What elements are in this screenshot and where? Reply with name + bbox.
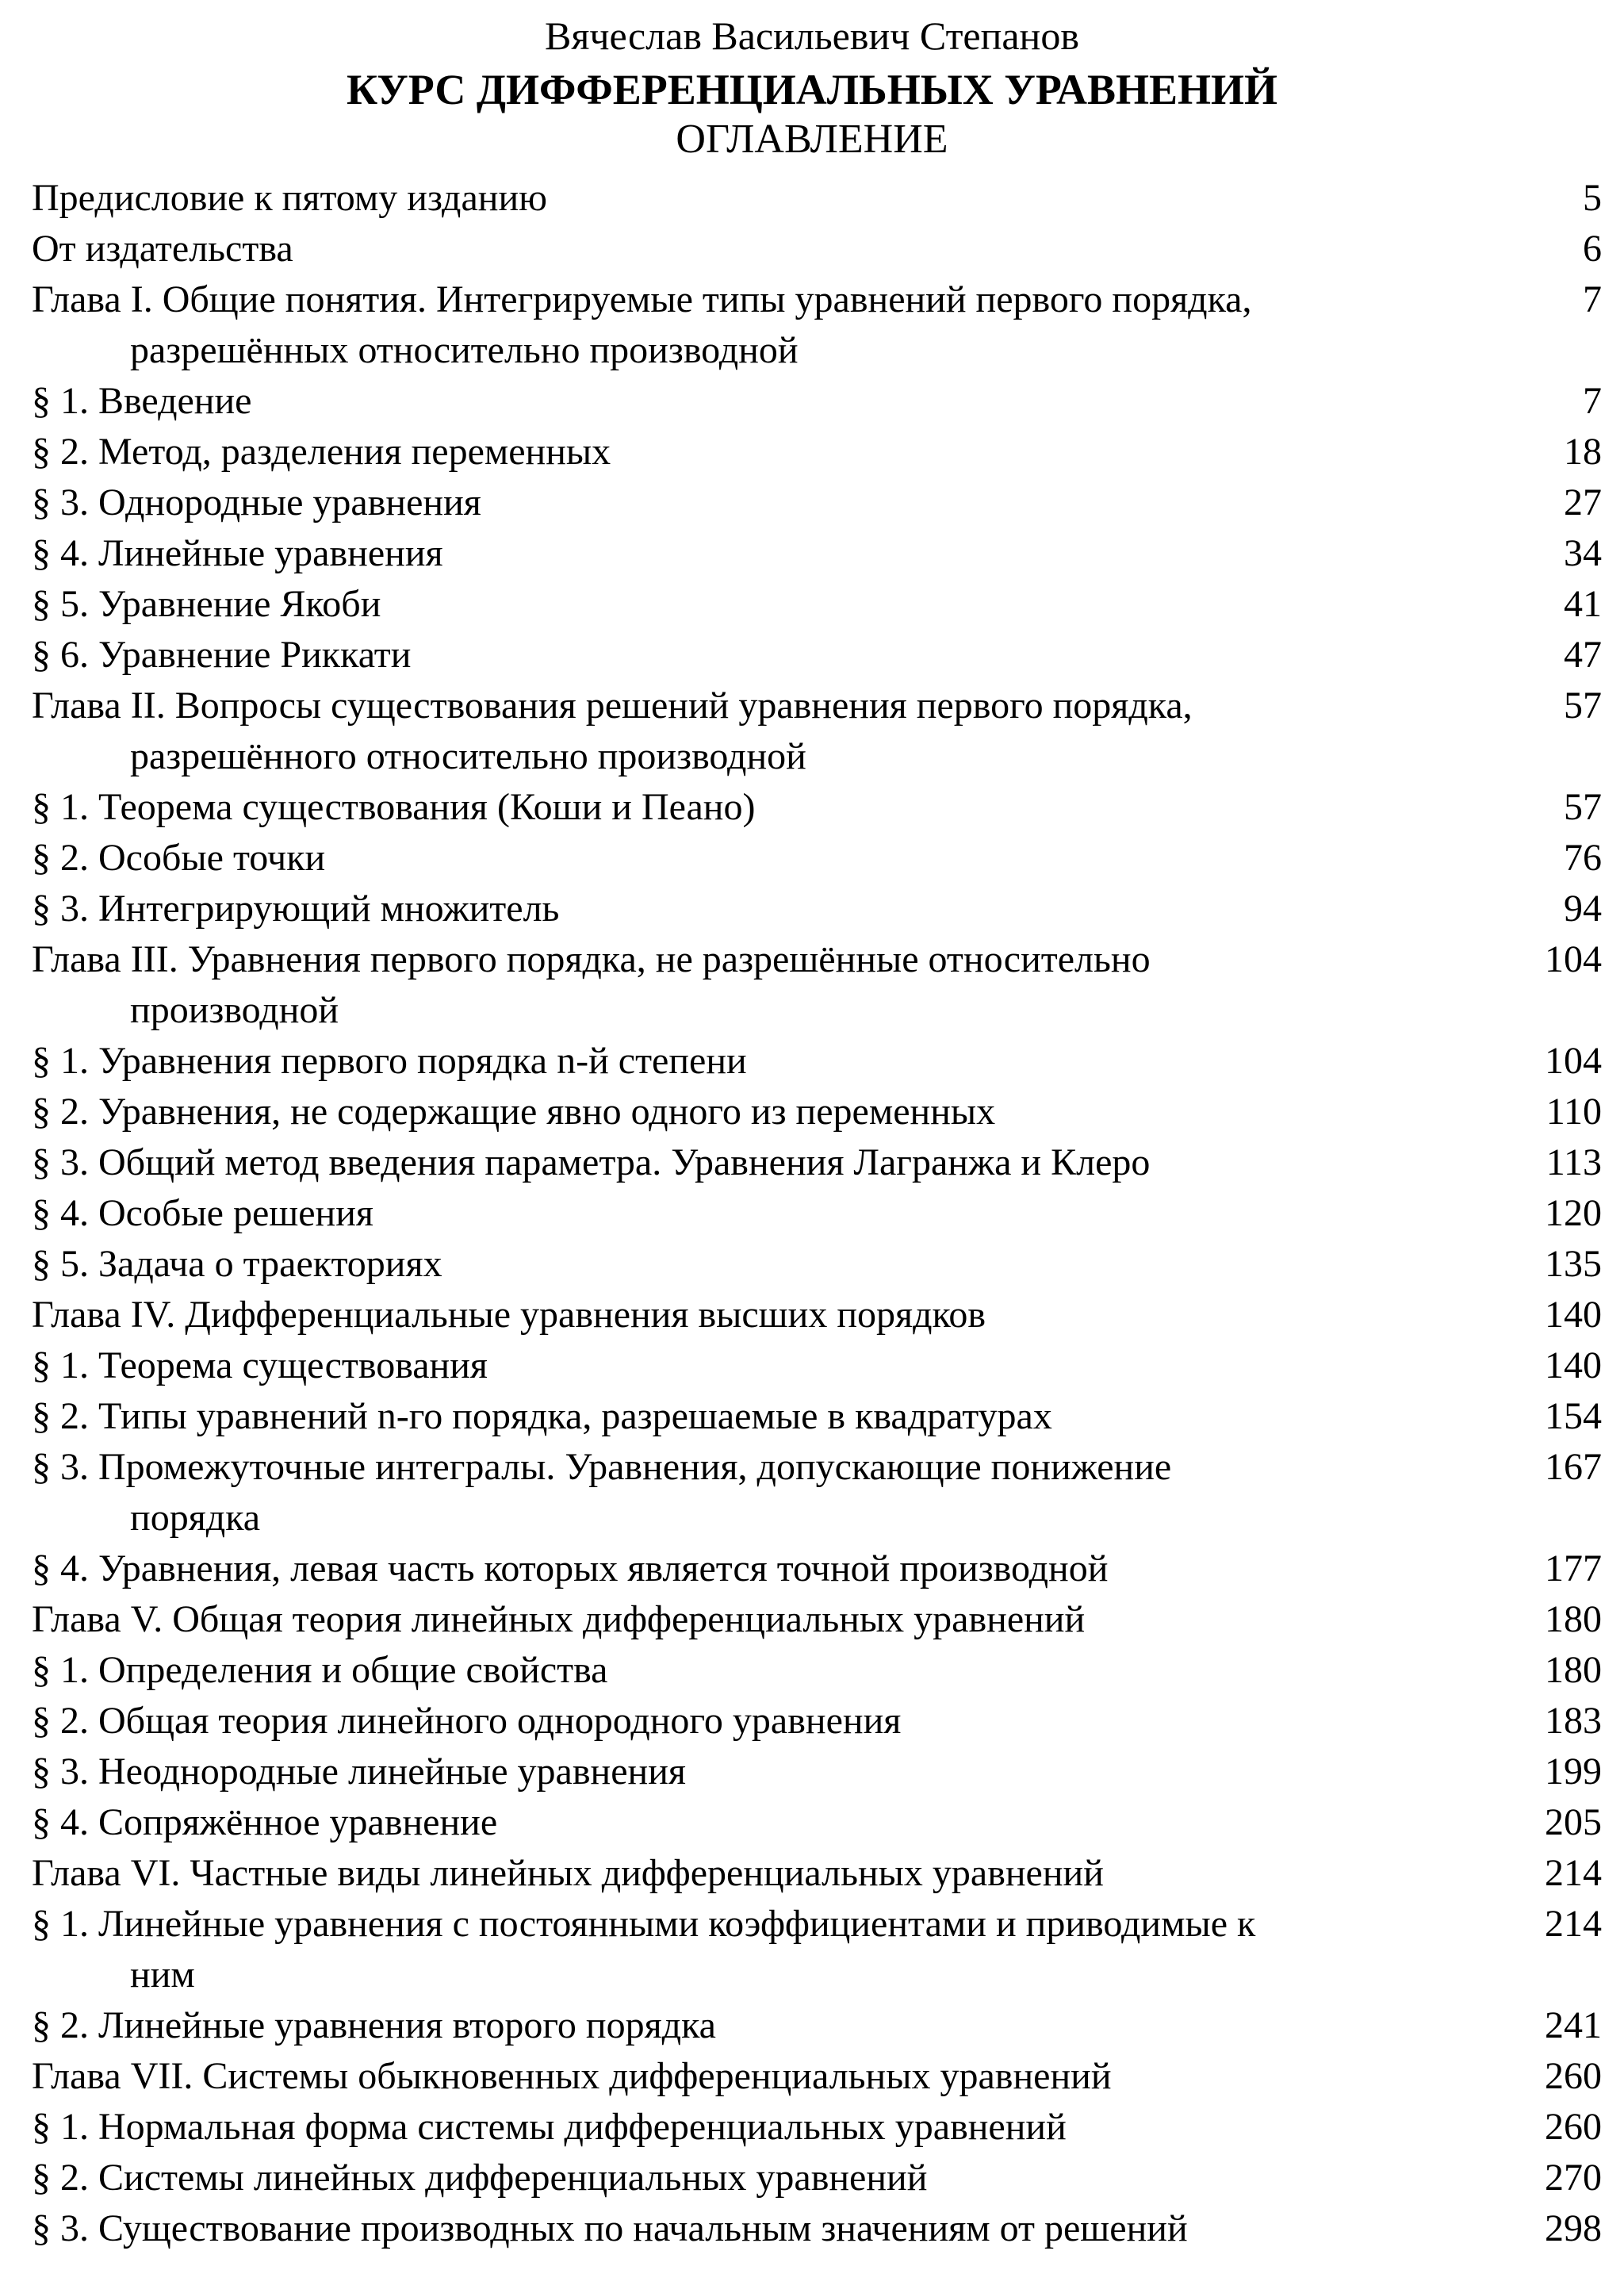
toc-entry-page: 241 <box>1545 2004 1602 2046</box>
toc-entry <box>32 173 1602 224</box>
toc-entry-title: § 2. Уравнения, не содержащие явно одного из переменных <box>32 1091 996 1133</box>
toc-entry <box>32 1188 1602 1239</box>
toc-entry-page: 180 <box>1545 1649 1602 1691</box>
toc-entry-title: § 4. Особые решения <box>32 1192 373 1234</box>
toc-entry-title: § 3. Промежуточные интегралы. Уравнения, допускающие понижение <box>32 1446 1172 1488</box>
toc-entry <box>32 1848 1602 1899</box>
toc-entry <box>32 782 1602 833</box>
toc-entry <box>32 224 1602 274</box>
table-of-contents <box>32 173 1602 2254</box>
toc-entry <box>32 833 1602 884</box>
toc-entry-page: 18 <box>1564 431 1602 473</box>
toc-entry-page: 5 <box>1583 177 1602 219</box>
toc-entry-page: 140 <box>1545 1344 1602 1386</box>
author-name: Вячеслав Васильевич Степанов <box>545 13 1079 58</box>
toc-entry-title: § 3. Общий метод введения параметра. Уравнения Лагранжа и Клеро <box>32 1141 1151 1183</box>
toc-entry-page: 104 <box>1545 938 1602 980</box>
toc-entry-title-continuation: ним <box>130 1954 195 1996</box>
toc-entry <box>32 1797 1602 1848</box>
toc-entry <box>32 681 1602 782</box>
toc-entry <box>32 1747 1602 1797</box>
toc-entry-title: Глава III. Уравнения первого порядка, не разрешённые относительно <box>32 938 1151 980</box>
toc-entry-title: § 1. Теорема существования (Коши и Пеано) <box>32 786 756 828</box>
toc-entry-page: 180 <box>1545 1598 1602 1640</box>
toc-entry-page: 7 <box>1583 278 1602 320</box>
toc-entry <box>32 1290 1602 1340</box>
toc-entry-page: 57 <box>1564 684 1602 727</box>
toc-entry <box>32 1036 1602 1087</box>
toc-entry <box>32 2000 1602 2051</box>
toc-entry <box>32 1239 1602 1290</box>
toc-entry-title: § 2. Системы линейных дифференциальных уравнений <box>32 2157 928 2199</box>
toc-entry-title: § 3. Существование производных по начальным значениям от решений <box>32 2207 1188 2249</box>
toc-entry-page: 113 <box>1545 1141 1602 1183</box>
toc-entry-title-continuation: производной <box>130 989 339 1031</box>
toc-entry-title: § 1. Линейные уравнения с постоянными коэффициентами и приводимые к <box>32 1903 1256 1945</box>
toc-entry-page: 214 <box>1545 1903 1602 1945</box>
toc-entry-title: § 2. Метод, разделения переменных <box>32 431 611 473</box>
toc-entry <box>32 1645 1602 1696</box>
toc-entry <box>32 2203 1602 2254</box>
toc-entry-title: § 1. Введение <box>32 380 252 422</box>
toc-entry-title: § 2. Общая теория линейного однородного уравнения <box>32 1700 902 1742</box>
toc-entry-page: 41 <box>1564 583 1602 625</box>
toc-entry-page: 199 <box>1545 1750 1602 1793</box>
toc-entry <box>32 2051 1602 2102</box>
toc-entry-title: Глава V. Общая теория линейных дифференциальных уравнений <box>32 1598 1086 1640</box>
toc-entry-page: 135 <box>1545 1243 1602 1285</box>
toc-entry <box>32 1340 1602 1391</box>
toc-entry-title: § 1. Определения и общие свойства <box>32 1649 608 1691</box>
toc-entry-page: 27 <box>1564 481 1602 523</box>
toc-entry <box>32 427 1602 477</box>
toc-entry-page: 214 <box>1545 1852 1602 1894</box>
toc-entry-page: 34 <box>1564 532 1602 574</box>
toc-entry-title: Глава VII. Системы обыкновенных дифференциальных уравнений <box>32 2055 1112 2097</box>
toc-entry-title: § 5. Задача о траекториях <box>32 1243 442 1285</box>
toc-entry <box>32 1594 1602 1645</box>
toc-entry-title: § 6. Уравнение Риккати <box>32 634 412 676</box>
toc-entry <box>32 1899 1602 2000</box>
toc-entry-page: 298 <box>1545 2207 1602 2249</box>
toc-entry <box>32 1543 1602 1594</box>
toc-entry <box>32 2102 1602 2153</box>
toc-entry <box>32 528 1602 579</box>
toc-entry <box>32 884 1602 934</box>
toc-entry-title: § 3. Интегрирующий множитель <box>32 888 560 930</box>
toc-entry-page: 6 <box>1583 228 1602 270</box>
toc-entry-title: § 4. Уравнения, левая часть которых является точной производной <box>32 1547 1109 1589</box>
toc-entry-title: § 1. Нормальная форма системы дифференциальных уравнений <box>32 2106 1067 2148</box>
toc-entry-title: § 1. Теорема существования <box>32 1344 488 1386</box>
toc-entry-page: 270 <box>1545 2157 1602 2199</box>
toc-entry-page: 94 <box>1564 888 1602 930</box>
toc-entry <box>32 274 1602 376</box>
toc-entry-page: 167 <box>1545 1446 1602 1488</box>
book-title: КУРС ДИФФЕРЕНЦИАЛЬНЫХ УРАВНЕНИЙ <box>347 66 1277 113</box>
toc-entry-page: 154 <box>1545 1395 1602 1437</box>
toc-entry-page: 260 <box>1545 2055 1602 2097</box>
toc-entry-page: 140 <box>1545 1294 1602 1336</box>
toc-entry-title-continuation: порядка <box>130 1497 261 1539</box>
toc-entry-title: § 3. Однородные уравнения <box>32 481 481 523</box>
toc-entry <box>32 1087 1602 1137</box>
toc-heading: ОГЛАВЛЕНИЕ <box>676 117 948 162</box>
toc-entry <box>32 630 1602 681</box>
toc-entry <box>32 1442 1602 1543</box>
toc-entry <box>32 376 1602 427</box>
toc-entry-title: § 4. Линейные уравнения <box>32 532 443 574</box>
toc-entry-page: 120 <box>1545 1192 1602 1234</box>
toc-entry-page: 183 <box>1545 1700 1602 1742</box>
toc-entry-page: 104 <box>1545 1040 1602 1082</box>
toc-entry-page: 260 <box>1545 2106 1602 2148</box>
toc-entry-page: 177 <box>1545 1547 1602 1589</box>
toc-entry-page: 110 <box>1545 1091 1602 1133</box>
toc-entry-title-continuation: разрешённых относительно производной <box>130 329 799 371</box>
toc-entry-title: § 4. Сопряжённое уравнение <box>32 1801 498 1843</box>
toc-entry-title: § 3. Неоднородные линейные уравнения <box>32 1750 686 1793</box>
toc-entry <box>32 934 1602 1036</box>
toc-entry <box>32 477 1602 528</box>
toc-entry-title: Глава IV. Дифференциальные уравнения высших порядков <box>32 1294 986 1336</box>
toc-entry-title: § 2. Линейные уравнения второго порядка <box>32 2004 716 2046</box>
toc-entry-title: От издательства <box>32 228 293 270</box>
toc-entry <box>32 1137 1602 1188</box>
toc-entry-title-continuation: разрешённого относительно производной <box>130 735 806 777</box>
toc-entry-title: § 2. Особые точки <box>32 837 326 879</box>
toc-entry-title: § 1. Уравнения первого порядка n-й степени <box>32 1040 747 1082</box>
toc-entry-title: Глава II. Вопросы существования решений уравнения первого порядка, <box>32 684 1193 727</box>
toc-entry-title: Предисловие к пятому изданию <box>32 177 547 219</box>
toc-entry-page: 47 <box>1564 634 1602 676</box>
toc-entry-page: 7 <box>1583 380 1602 422</box>
toc-entry-page: 57 <box>1564 786 1602 828</box>
toc-entry-title: Глава VI. Частные виды линейных дифференциальных уравнений <box>32 1852 1104 1894</box>
toc-entry-title: § 2. Типы уравнений n-го порядка, разрешаемые в квадратурах <box>32 1395 1052 1437</box>
toc-entry-title: Глава I. Общие понятия. Интегрируемые типы уравнений первого порядка, <box>32 278 1252 320</box>
toc-entry-title: § 5. Уравнение Якоби <box>32 583 381 625</box>
toc-entry <box>32 1696 1602 1747</box>
toc-entry <box>32 2153 1602 2203</box>
toc-entry <box>32 579 1602 630</box>
toc-entry-page: 205 <box>1545 1801 1602 1843</box>
toc-entry <box>32 1391 1602 1442</box>
toc-entry-page: 76 <box>1564 837 1602 879</box>
